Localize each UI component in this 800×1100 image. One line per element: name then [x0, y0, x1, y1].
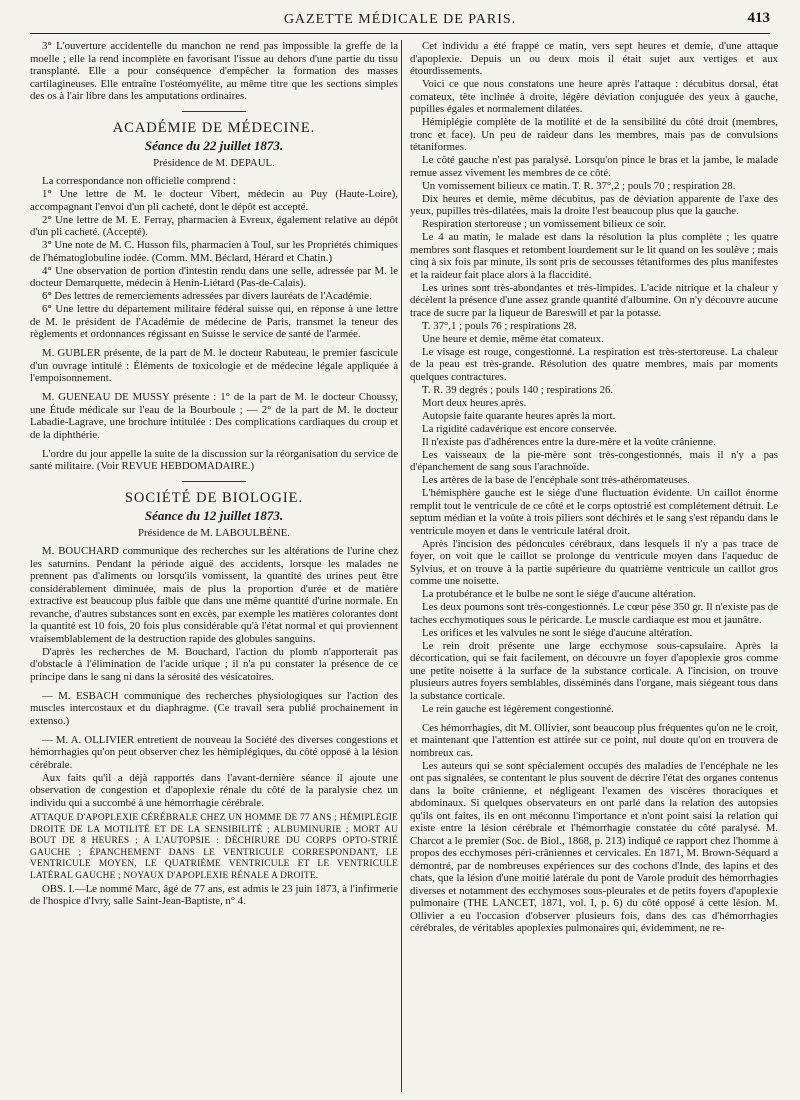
body-paragraph: Autopsie faite quarante heures après la mort. — [422, 409, 616, 422]
societe-paragraph: — M. ESBACH communique des recherches physiologiques sur l'action des muscles intercostaux et du diaphragme. (Ce travail sera publié prochainement in extenso.) — [30, 689, 398, 727]
body-paragraph: Un vomissement bilieux ce matin. T. R. 37°,2 ; pouls 70 ; respiration 28. — [422, 179, 736, 192]
body-paragraph: Voici ce que nous constatons une heure après l'attaque : décubitus dorsal, état comateux, tête inclinée à droite, légère déviation conjuguée des yeux à gauche, pupilles égales et normalement dilatées. — [410, 78, 778, 115]
academie-title: ACADÉMIE DE MÉDECINE. — [112, 119, 316, 136]
academie-paragraph: 6° Une lettre du département militaire fédéral suisse qui, en réponse à une lettre de M. le président de l'Académie de médecine de Paris, transmet la teneur des règlements et ordonnances régissant en Suisse le service de santé de l'armée. — [30, 303, 398, 340]
body-paragraph: L'hémisphère gauche est le siége d'une fluctuation évidente. Un caillot énorme remplit tout le ventricule de ce côté et le corps optostrié est complétement détruit. Le septum médian et la voûte à trois piliers sont déchirés et le sang s'est répandu dans le ventricule moyen et dans le ventricule latéral droit. — [410, 487, 778, 537]
body-paragraph: Les orifices et les valvules ne sont le siége d'aucune altération. — [422, 626, 693, 639]
case-heading: ATTAQUE D'APOPLEXIE CÉRÉBRALE CHEZ UN HOMME DE 77 ANS ; HÉMIPLÉGIE DROITE DE LA MOTILITÉ ET DE LA SENSIBILITÉ ; ALBUMINURIE ; MORT AU BOUT DE 8 HEURES ; A L'AUTOPSIE : DÉCHIRURE DU CORPS OPTO-STRIÉ GAUCHE ; ÉPANCHEMENT DANS LE VENTRICULE CORRESPONDANT, LE VENTRICULE MOYEN, LE QUATRIÈME VENTRICULE ET LE VENTRICULE LATÉRAL GAUCHE ; NOYAUX D'APOPLEXIE RÉNALE A DROITE. — [30, 813, 398, 881]
societe-paragraph: Aux faits qu'il a déjà rapportés dans l'avant-dernière séance il ajoute une observation de congestion et d'apoplexie rénale du côté de la paralysie chez un individu qui a succombé à une hémorrhagie cérébrale. — [30, 771, 398, 809]
body-paragraph: Mort deux heures après. — [422, 396, 527, 409]
body-paragraph: La rigidité cadavérique est encore conservée. — [422, 422, 617, 435]
societe-paragraph: — M. A. OLLIVIER entretient de nouveau la Société des diverses congestions et hémorrhagies qu'on peut observer chez les hémiplégiques, du côté opposé à la lésion cérébrale. — [30, 733, 398, 771]
body-paragraph: Dix heures et demie, même décubitus, pas de déviation apparente de l'axe des yeux, pupilles très-dilatées, mais la droite l'est beaucoup plus que la gauche. — [410, 192, 778, 217]
societe-seance: Séance du 12 juillet 1873. — [144, 508, 284, 523]
body-paragraph: T. R. 39 degrés ; pouls 140 ; respirations 26. — [422, 383, 614, 396]
academie-paragraph: 1° Une lettre de M. le docteur Vibert, médecin au Puy (Haute-Loire), accompagnant l'envoi d'un pli cacheté, dont le dépôt est accepté. — [30, 188, 398, 213]
body-paragraph: Le rein droit présente une large ecchymose sous-capsulaire. Après la décortication, qui se fait facilement, on découvre un foyer d'apoplexie gros comme une petite noisette à la surface de la substance corticale. A l'incision, on trouve plusieurs autres foyers semblables, disséminés dans l'organe, mais siégeant tous dans la substance corticale. — [410, 639, 778, 702]
section-rule — [182, 481, 246, 482]
left-column — [30, 40, 398, 1096]
section-rule — [182, 111, 246, 112]
academie-presidence: Présidence de M. DEPAUL. — [153, 156, 275, 169]
body-paragraph: Le rein gauche est légèrement congestionné. — [422, 702, 614, 715]
academie-paragraph: 2° Une lettre de M. E. Ferray, pharmacien à Evreux, également relative au dépôt d'un pli cacheté. (Accepté). — [30, 213, 398, 238]
body-paragraph: Les vaisseaux de la pie-mère sont très-congestionnés, mais il n'y a pas d'épanchement de sang sous l'arachnoïde. — [410, 448, 778, 473]
page-number: 413 — [747, 10, 770, 26]
academie-paragraph: La correspondance non officielle comprend : — [42, 175, 236, 187]
academie-paragraph: M. GUENEAU DE MUSSY présente : 1° de la part de M. le docteur Choussy, une Étude médicale sur l'eau de la Bourboule ; — 2° de la part de M. le docteur Labadie-Lagrave, une brochure intitulée : Des complications cardiaques du croup et de la diphthérie. — [30, 391, 398, 441]
body-paragraph: Il n'existe pas d'adhérences entre la dure-mère et la voûte crânienne. — [422, 435, 716, 448]
body-paragraph: Les auteurs qui se sont spécialement occupés des maladies de l'encéphale ne les ont pas signalées, se contentant le plus souvent de décrire l'état des organes contenus dans la boîte crânienne, et négligeant l'examen des viscères thoraciques et abdominaux. Si quelques observateurs en ont parlé dans la relation des autopsies qu'ils ont faites, ils en ont méconnu l'importance et n'ont point saisi la relation qui existe entre la lésion cérébrale et l'hémorrhagie constatée du côté paralysé. M. Charcot a le premier (Soc. de Biol., 1868, p. 213) indiqué ce rapport chez l'homme à propos des ecchymoses péri-crâniennes et cervicales. En 1871, M. Brown-Séquard a démontré, par de nombreuses expériences sur des cochons d'Inde, des lapins et des chats, que la lésion d'une moitié latérale du pont de Varole produit des hémorrhagies diverses et notamment des ecchymoses sous-pleurales et de petits foyers d'apoplexie pulmonaire (THE LANCET, 1871, vol. I, p. 6) du côté opposé à cette lésion. M. Ollivier a eu l'occasion d'observer plusieurs fois, dans des cas d'hémorrhagies cérébrales, de véritables apoplexies pulmonaires qui, évidemment, ne re- — [410, 759, 778, 934]
body-paragraph: Les deux poumons sont très-congestionnés. Le cœur pèse 350 gr. Il n'existe pas de taches ecchymotiques sous le péricarde. Le muscle cardiaque est mou et jaunâtre. — [410, 601, 778, 626]
body-paragraph: Cet individu a été frappé ce matin, vers sept heures et demie, d'une attaque d'apoplexie. Depuis un ou deux mois il était sujet aux vertiges et aux étourdissements. — [410, 40, 778, 77]
running-title: GAZETTE MÉDICALE DE PARIS. — [283, 12, 517, 27]
column-divider — [401, 40, 402, 1092]
societe-title: SOCIÉTÉ DE BIOLOGIE. — [124, 489, 304, 506]
academie-paragraph: 6° Des lettres de remerciements adressées par divers lauréats de l'Académie. — [42, 290, 372, 302]
right-column — [410, 40, 778, 1096]
academie-paragraph: 4° Une observation de portion d'intestin rendu dans une selle, adressée par M. le docteur Demarquette, médecin à Henin-Liétard (Pas-de-Calais). — [30, 264, 398, 289]
body-paragraph: Le 4 au matin, le malade est dans la résolution la plus complète ; les quatre membres sont flasques et retombent lourdement sur le lit quand on les soulève ; mais cinq à six fois par minute, ils sont pris de secousses tétaniformes des plus manifestes et la raideur fait place alors à la flaccidité. — [410, 231, 778, 281]
academie-paragraph: 3° Une note de M. C. Husson fils, pharmacien à Toul, sur les Propriétés chimiques de l'hématoglobuline iodée. (Comm. MM. Béclard, Hérard et Chatin.) — [30, 239, 398, 264]
body-paragraph: La protubérance et le bulbe ne sont le siége d'aucune altération. — [422, 588, 696, 600]
page-header — [30, 10, 770, 34]
body-paragraph: Une heure et demie, même état comateux. — [422, 332, 604, 345]
societe-paragraph: D'après les recherches de M. Bouchard, l'action du plomb n'apporterait pas d'obstacle à l'élimination de l'acide urique ; il n'a pu constater la présence de ce principe dans le sang ni dans la sérosité des vésicatoires. — [30, 645, 398, 683]
body-paragraph: Le côté gauche n'est pas paralysé. Lorsqu'on pince le bras et la jambe, le malade remue assez vivement les membres de ce côté. — [410, 154, 778, 179]
body-paragraph: Les urines sont très-abondantes et très-limpides. L'acide nitrique et la chaleur y décèlent la présence d'une assez grande quantité d'albumine. On n'y découvre aucune trace de sucre par la liqueur de Bareswill et par la potasse. — [410, 281, 778, 319]
body-paragraph: T. 37°,1 ; pouls 76 ; respirations 28. — [422, 319, 577, 332]
body-paragraph: Ces hémorrhagies, dit M. Ollivier, sont beaucoup plus fréquentes qu'on ne le croit, et maintenant que l'attention est attirée sur ce point, nul doute qu'on en trouvera de nombreux cas. — [410, 721, 778, 759]
body-paragraph: Le visage est rouge, congestionné. La respiration est très-stertoreuse. La chaleur de la peau est très-grande. Résolution des quatre membres, mais par moments quelques contractures. — [410, 345, 778, 383]
body-paragraph: Hémiplégie complète de la motilité et de la sensibilité du côté droit (membres, tronc et face). Un peu de raideur dans les membres, mais pas de convulsions tétaniformes. — [410, 116, 778, 153]
body-paragraph: Après l'incision des pédoncules cérébraux, dans lesquels il n'y a pas trace de foyer, on voit que le caillot se prolonge du ventricule moyen dans l'aqueduc de Sylvius, et on trouve à la partie supérieure du quatrième ventricule un caillot gros comme une noisette. — [410, 537, 778, 587]
academie-paragraph: M. GUBLER présente, de la part de M. le docteur Rabuteau, le premier fascicule d'un ouvrage intitulé : Éléments de toxicologie et de médecine légale appliquée à l'empoisonnement. — [30, 347, 398, 384]
observation-paragraph: OBS. I.—Le nommé Marc, âgé de 77 ans, est admis le 23 juin 1873, à l'infirmerie de l'hospice d'Ivry, salle Saint-Jean-Baptiste, n° 4. — [30, 882, 398, 907]
body-paragraph: Les artères de la base de l'encéphale sont très-athéromateuses. — [422, 474, 690, 486]
academie-seance: Séance du 22 juillet 1873. — [144, 138, 284, 153]
societe-presidence: Présidence de M. LABOULBÈNE. — [137, 526, 291, 539]
societe-paragraph: M. BOUCHARD communique des recherches sur les altérations de l'urine chez les saturnins. Pendant la période aiguë des accidents, lorsque les malades ne prennent pas d'aliments ou lorsqu'ils vomissent, la quantité des urines peut être considérablement diminuée, mais de plus la proportion d'urée et de matière extractive est beaucoup plus faible que dans une même quantité d'urine normale. En revanche, d'autres substances sont en excès, par exemple les matières colorantes dont la quantité est 10 fois, 20 fois plus considérable qu'à l'état normal et qui proviennent vraisemblablement de la destruction rapide des globules sanguins. — [30, 545, 398, 645]
body-paragraph: Respiration stertoreuse ; un vomissement bilieux ce soir. — [422, 218, 667, 230]
intro-paragraph: 3° L'ouverture accidentelle du manchon ne rend pas impossible la greffe de la moelle ; elle la rend incomplète en favorisant l'issue au dehors d'une partie du tissu transplanté. Elle a pour conséquence d'empêcher la formation des masses cartilagineuses. Elle entraîne l'ostéomyélite, au même titre que les sections simples des os à l'air libre dans les amputations ordinaires. — [30, 40, 398, 102]
academie-paragraph: L'ordre du jour appelle la suite de la discussion sur la réorganisation du service de santé militaire. (Voir REVUE HEBDOMADAIRE.) — [30, 447, 398, 472]
